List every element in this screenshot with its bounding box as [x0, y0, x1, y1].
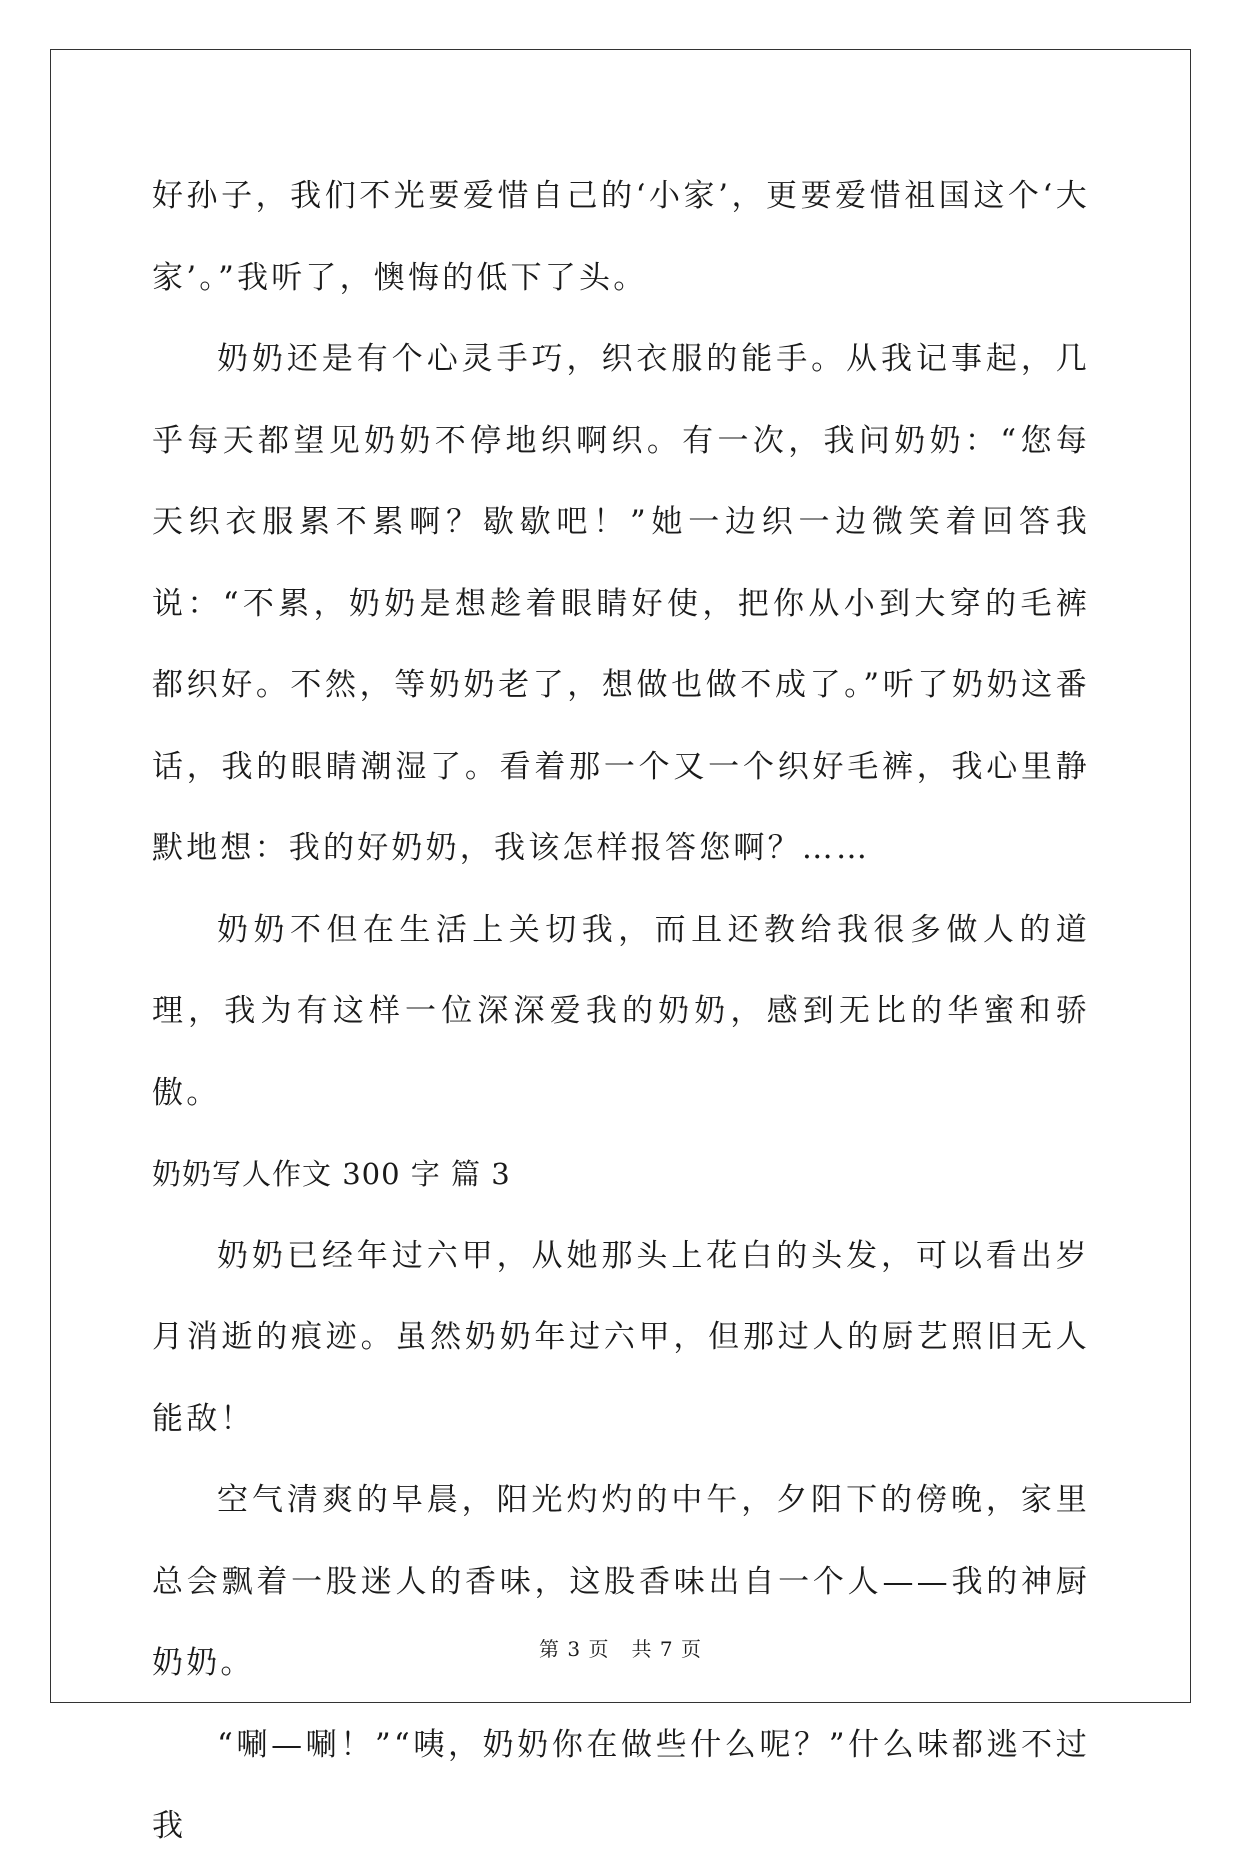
paragraph-3: 奶奶不但在生活上关切我，而且还教给我很多做人的道理，我为有这样一位深深爱我的奶奶，感到无比的华蜜和骄傲。 [152, 911, 1090, 1111]
page-footer [0, 1633, 1241, 1662]
paragraph-1: 好孙子，我们不光要爱惜自己的‘小家’，更要爱惜祖国这个‘大家’。”我听了，懊悔的低下了头。 [152, 178, 1090, 296]
document-body [152, 156, 1090, 1868]
section-paragraph-3: “唰—唰！”“咦，奶奶你在做些什么呢？”什么味都逃不过我 [152, 1726, 1090, 1844]
section-paragraph-1: 奶奶已经年过六甲，从她那头上花白的头发，可以看出岁月消逝的痕迹。虽然奶奶年过六甲，但那过人的厨艺照旧无人能敌！ [152, 1237, 1090, 1437]
page-number: 第 3 页 共 7 页 [539, 1637, 702, 1661]
section-paragraph-2: 空气清爽的早晨，阳光灼灼的中午，夕阳下的傍晚，家里总会飘着一股迷人的香味，这股香味出自一个人——我的神厨奶奶。 [152, 1482, 1090, 1681]
section-title: 奶奶写人作文 300 字 篇 3 [152, 1157, 511, 1191]
paragraph-2: 奶奶还是有个心灵手巧，织衣服的能手。从我记事起，几乎每天都望见奶奶不停地织啊织。有一次，我问奶奶：“您每天织衣服累不累啊？歇歇吧！”她一边织一边微笑着回答我说：“不累，奶奶是想趁着眼睛好使，把你从小到大穿的毛裤都织好。不然，等奶奶老了，想做也做不成了。”听了奶奶这番话，我的眼睛潮湿了。看着那一个又一个织好毛裤，我心里静默地想：我的好奶奶，我该怎样报答您啊？…… [152, 341, 1090, 866]
